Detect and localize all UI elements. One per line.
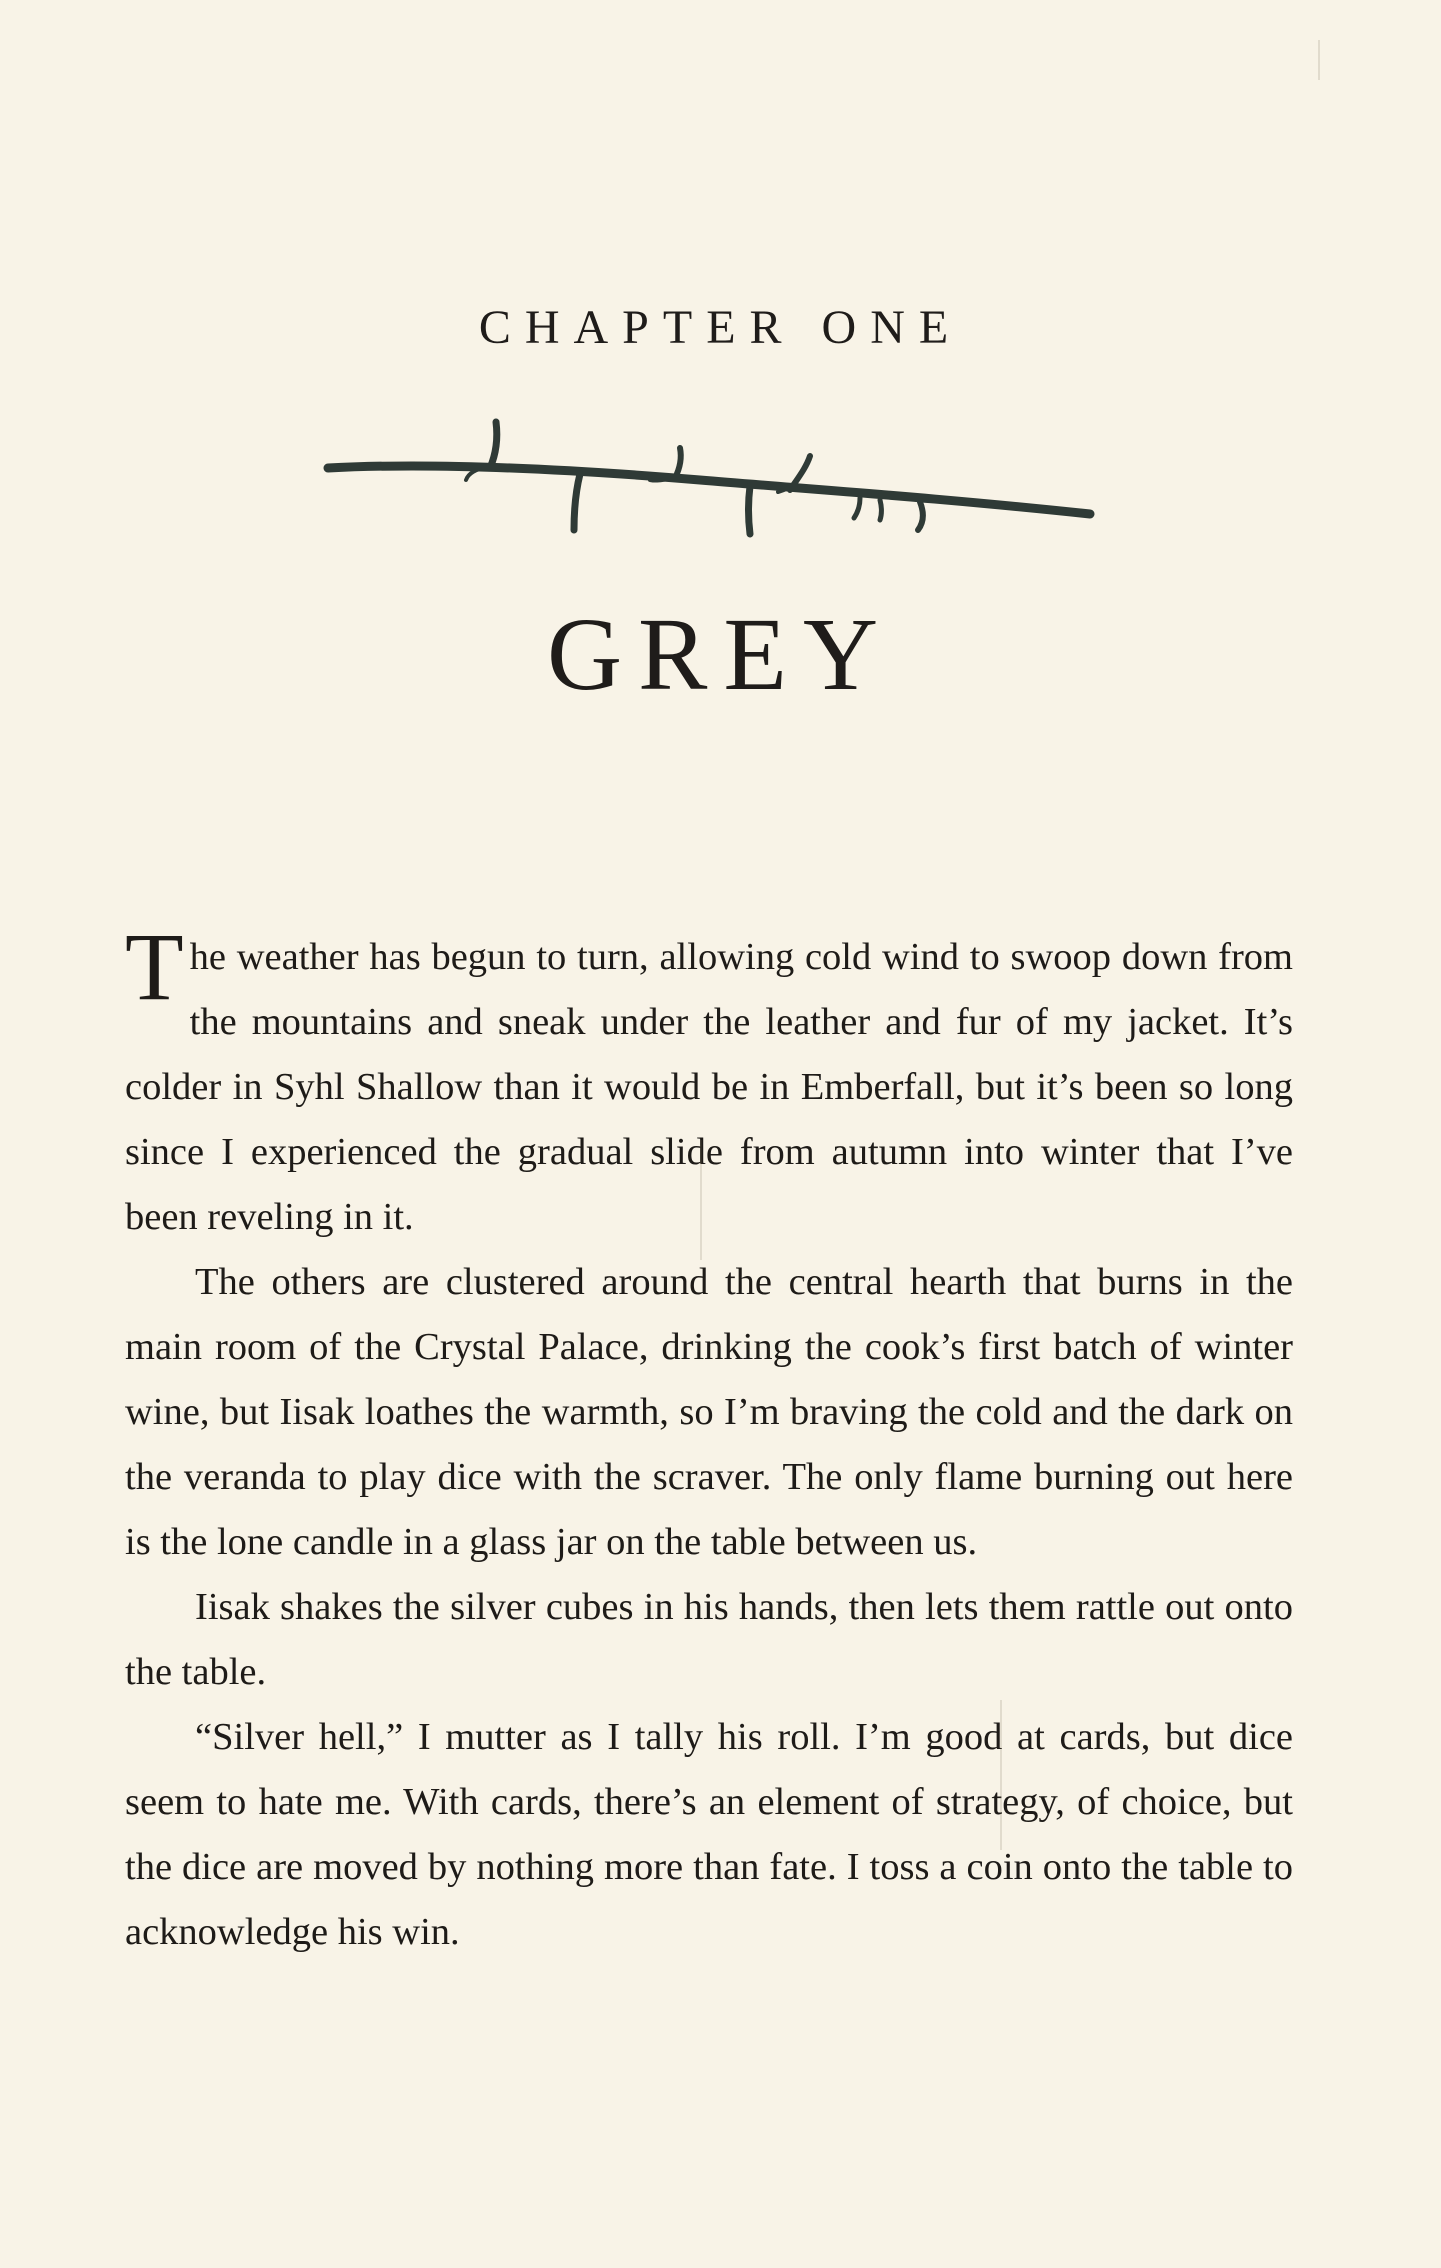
thorn-branch-icon	[320, 418, 1100, 568]
chapter-title: GREY	[546, 597, 895, 712]
paragraph: The others are clustered around the central hearth that burns in the main room of the Crystal Palace, drinking the cook’s first batch of winter wine, but Iisak loathes the warmth, so I’m braving the cold and the dark on the veranda to play dice with the scraver. The only flame burning out here is the lone candle in a glass jar on the table between us.	[125, 1261, 1293, 1563]
chapter-label: CHAPTER ONE	[478, 301, 963, 354]
scan-artifact	[1318, 40, 1320, 80]
scan-artifact	[700, 1140, 702, 1260]
paragraph-text: he weather has begun to turn, allowing cold wind to swoop down from the mountains and sneak under the leather and fur of my jacket. It’s colder in Syhl Shallow than it would be in Emberfall, but it’s been so long since I experienced the gradual slide from autumn into winter that I’ve been reveling in it.	[125, 936, 1293, 1238]
paragraph: “Silver hell,” I mutter as I tally his roll. I’m good at cards, but dice seem to hate me. With cards, there’s an element of strategy, of choice, but the dice are moved by nothing more than fate. I toss a coin onto the table to acknowledge his win.	[125, 1716, 1293, 1953]
scan-artifact	[1000, 1700, 1002, 1850]
paragraph: Iisak shakes the silver cubes in his hands, then lets them rattle out onto the table.	[125, 1586, 1293, 1693]
drop-cap: T	[125, 913, 184, 1020]
paragraph	[125, 913, 1293, 1250]
chapter-body	[125, 913, 1293, 1965]
